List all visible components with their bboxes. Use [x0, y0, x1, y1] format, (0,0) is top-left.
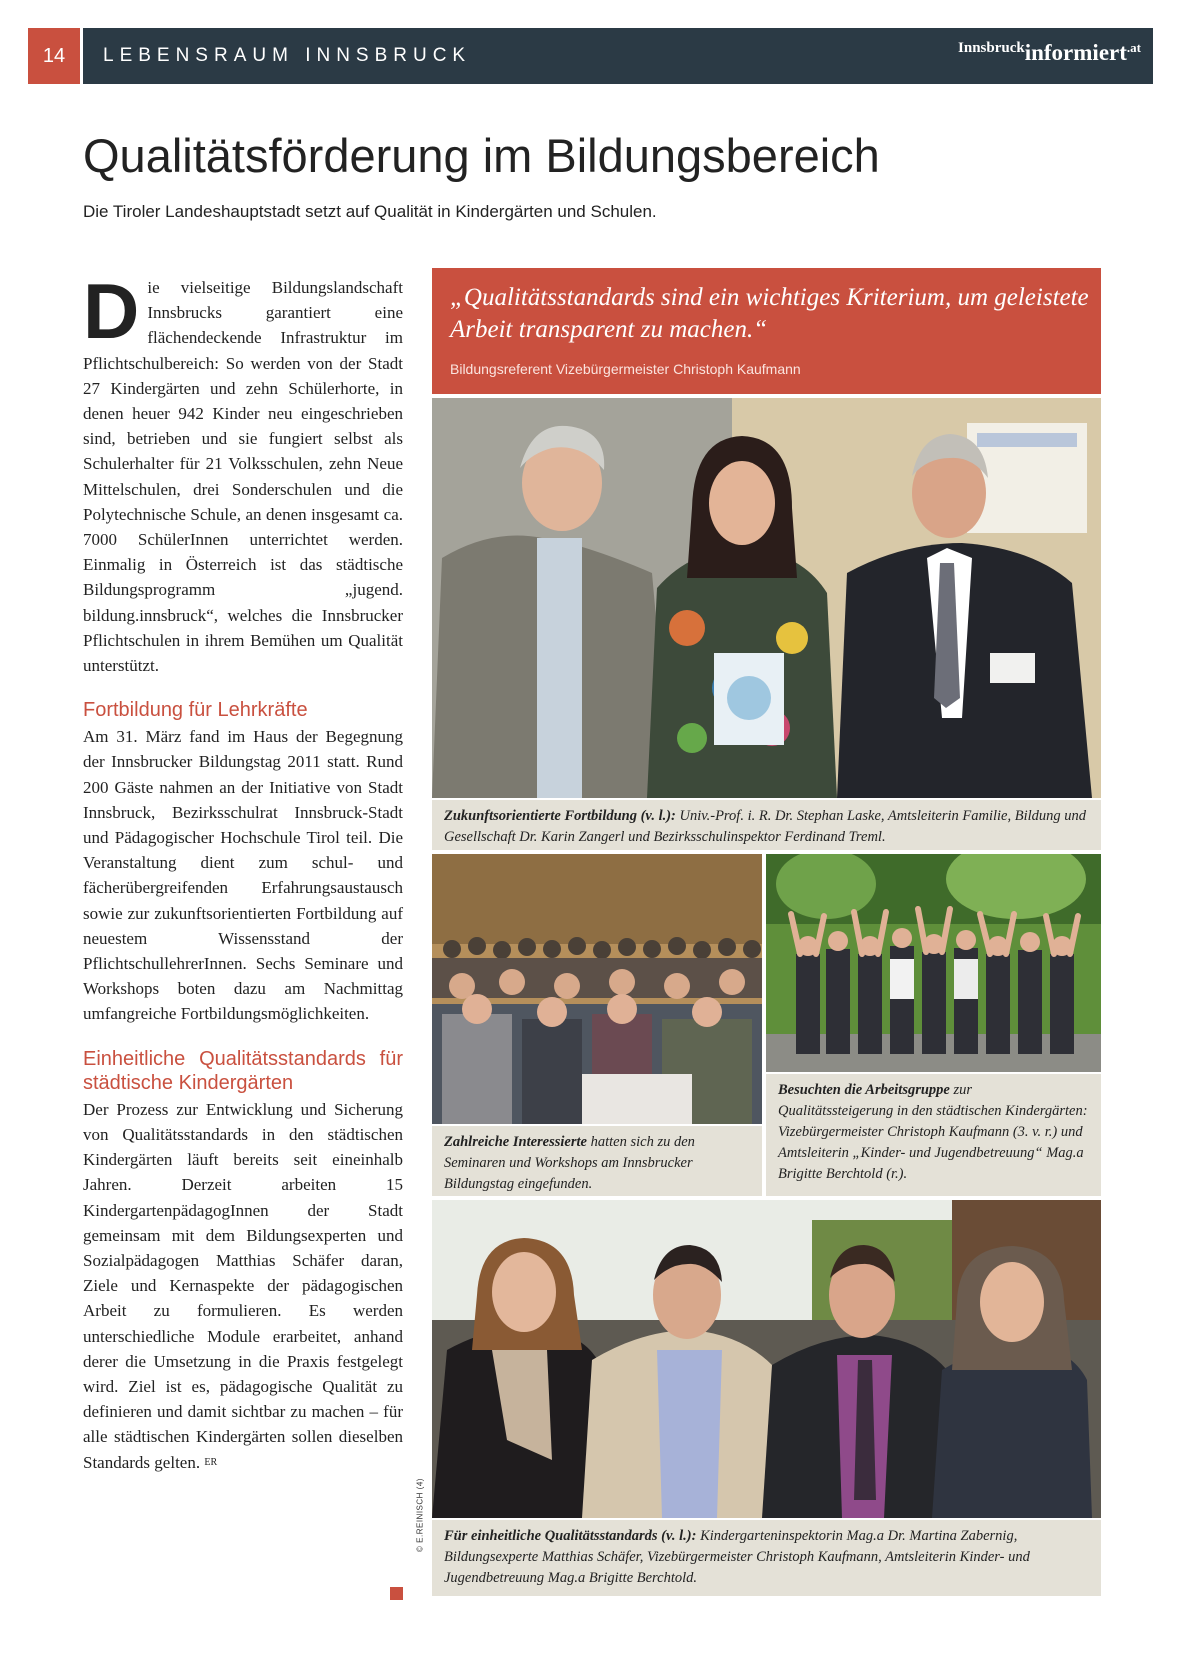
caption-photo1-text: Univ.-Prof. i. R. Dr. Stephan Laske, Amtsleiterin Familie, Bildung und Gesellschaft Dr. Karin Zangerl und Bezirksschulinspektor Ferdinand Treml. — [444, 808, 1087, 845]
photo-credit-text: © E.REINISCH (4) — [415, 1478, 425, 1552]
caption-photo2 — [432, 1126, 762, 1196]
paragraph-qualitaetsstandards — [83, 1097, 403, 1475]
header-bar — [83, 28, 1153, 84]
end-mark — [390, 1587, 403, 1600]
drop-cap: D — [83, 267, 140, 355]
article-title: Qualitätsförderung im Bildungsbereich — [83, 129, 880, 182]
heading-fortbildung: Fortbildung für Lehrkräfte — [83, 699, 308, 722]
brand-prefix: Innsbruck — [958, 40, 1025, 56]
brand-suffix: .at — [1126, 40, 1141, 55]
article-subtitle: Die Tiroler Landeshauptstadt setzt auf Qualität in Kindergärten und Schulen. — [83, 202, 657, 221]
photo-four-people — [432, 1200, 1101, 1518]
page-header — [28, 28, 1153, 84]
caption-photo4-text: Kindergarteninspektorin Mag.a Dr. Martina Zabernig, Bildungsexperte Matthias Schäfer, Vizebürgermeister Christoph Kaufmann, Amtsleiterin Kinder- und Jugendbetreuung Mag.a Brigitte Berchtold. — [444, 1528, 1030, 1586]
pull-quote: „Qualitätsstandards sind ein wichtiges Kriterium, um geleistete Arbeit transparent zu machen.“ — [450, 284, 1089, 343]
caption-photo2-text: hatten sich zu den Seminaren und Workshops am Innsbrucker Bildungstag eingefunden. — [444, 1134, 695, 1192]
caption-photo4-bold: Für einheitliche Qualitätsstandards (v. l.): — [444, 1528, 697, 1544]
caption-photo1 — [432, 800, 1101, 850]
caption-photo3-text: zur Qualitätssteigerung in den städtischen Kindergärten: Vizebürgermeister Christoph Kaufmann (3. v. r.) und Amtsleiterin „Kinder- und Jugendbetreuung“ Mag.a Brigitte Berchtold (r.). — [778, 1082, 1088, 1182]
intro-paragraph — [83, 267, 403, 678]
caption-photo1-bold: Zukunftsorientierte Fortbildung (v. l.): — [444, 808, 676, 824]
photo-audience — [432, 854, 762, 1124]
photo-group-outdoors — [766, 854, 1101, 1072]
brand-main: informiert — [1024, 40, 1127, 65]
heading-qualitaetsstandards: Einheitliche Qualitätsstandards für städtische Kindergärten — [83, 1047, 403, 1094]
photo-three-people — [432, 398, 1101, 798]
paragraph-text: Der Prozess zur Entwicklung und Sicherung von Qualitätsstandards in den städtischen Kindergärten läuft bereits seit eineinhalb Jahren. Derzeit arbeiten 15 KindergartenpädagogInnen der Stadt gemeinsam mit dem Bildungsexperten und Sozialpädagogen Matthias Schäfer daran, Ziele und Kernaspekte der pädagogischen Arbeit zu formulieren. Es werden unterschiedliche Module erarbeitet, anhand derer die Umsetzung in die Praxis festgelegt wird. Ziel ist es, pädagogische Qualität zu definieren und damit sichtbar zu machen – für alle städtischen Kindergärten sollen dieselben Standards gelten. — [83, 1099, 403, 1472]
quote-author: Bildungsreferent Vizebürgermeister Christoph Kaufmann — [450, 361, 801, 377]
paragraph-fortbildung: Am 31. März fand im Haus der Begegnung der Innsbrucker Bildungstag 2011 statt. Rund 200 Gäste nahmen an der Initiative von Stadt Innsbruck, Bezirksschulrat Innsbruck-Stadt und Pädagogischer Hochschule Tirol teil. Die Veranstaltung dient zum schul- und fächerübergreifenden Erfahrungsaustausch sowie zur zukunftsorientierten Fortbildung auf neuestem Wissensstand der PflichtschullehrerInnen. Sechs Seminare und Workshops boten dazu am Nachmittag umfangreiche Fortbildungsmöglichkeiten. — [83, 727, 403, 1024]
article-body — [83, 267, 403, 1475]
photo-credit — [413, 1455, 427, 1575]
author-initials: ER — [204, 1456, 218, 1468]
caption-photo4 — [432, 1520, 1101, 1596]
intro-text: ie vielseitige Bildungslandschaft Innsbrucks garantiert eine flächendeckende Infrastruktur im Pflichtschulbereich: So werden von der Stadt 27 Kindergärten und zehn Schülerhorte, in denen heuer 942 Kinder neu eingeschrieben sind, betrieben und sie fungiert selbst als Schulerhalter für 21 Volksschulen, zehn Neue Mittelschulen, drei Sonderschulen und die Polytechnische Schule, an denen insgesamt ca. 7000 SchülerInnen unterrichtet werden. Einmalig in Österreich ist das städtische Bildungsprogramm „jugend. bildung.innsbruck“, welches die Innsbrucker Pflichtschulen in ihrem Bemühen um Qualität unterstützt. — [83, 278, 403, 676]
brand-logo — [958, 40, 1141, 66]
pull-quote-box — [432, 268, 1101, 394]
caption-photo3-bold: Besuchten die Arbeitsgruppe — [778, 1082, 950, 1098]
page-number: 14 — [28, 28, 80, 84]
caption-photo2-bold: Zahlreiche Interessierte — [444, 1134, 587, 1150]
caption-photo3 — [766, 1074, 1101, 1196]
section-title: LEBENSRAUM INNSBRUCK — [103, 45, 472, 66]
